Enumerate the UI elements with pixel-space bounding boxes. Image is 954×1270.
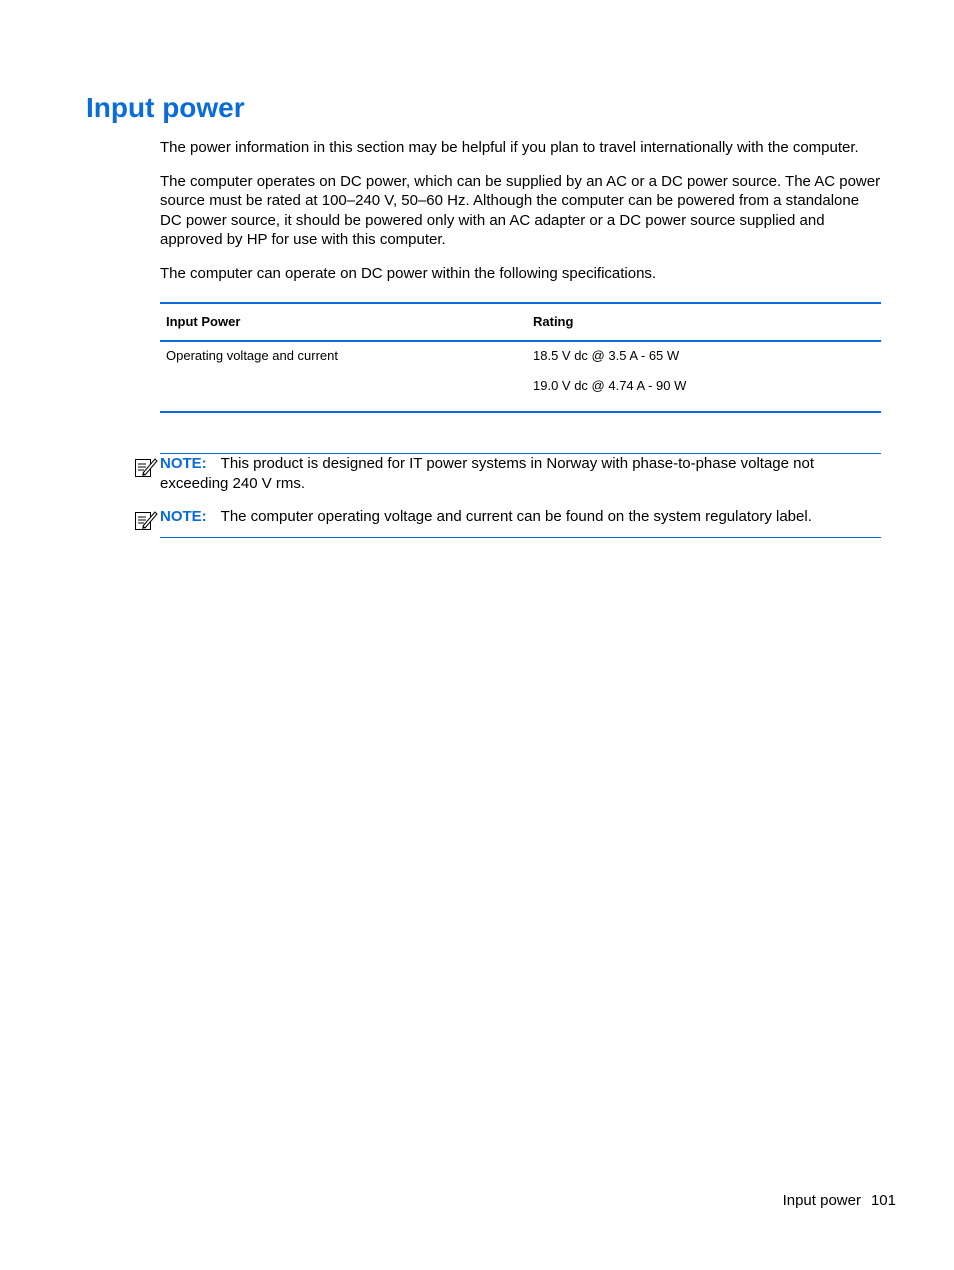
rating-value: 18.5 V dc @ 3.5 A - 65 W xyxy=(533,347,680,363)
input-label: Operating voltage and current xyxy=(166,347,338,363)
note-text: This product is designed for IT power systems in Norway with phase-to-phase voltage not exceeding 240 V rms. xyxy=(160,455,815,492)
table-cell-rating xyxy=(527,341,881,412)
note-text: The computer operating voltage and current can be found on the system regulatory label. xyxy=(220,508,812,525)
paragraph: The computer operates on DC power, which can be supplied by an AC or a DC power source. The AC power source must be rated at 100–240 V, 50–60 Hz. Although the computer can be powered from a standalone DC power source, it should be powered only with an AC adapter or a DC power source supplied and approved by HP for use with this computer. xyxy=(160,172,881,248)
paragraph: The computer can operate on DC power within the following specifications. xyxy=(160,264,657,282)
page-title: Input power xyxy=(86,92,245,123)
paragraph: The power information in this section may be helpful if you plan to travel internationally with the computer. xyxy=(160,139,859,156)
page-number: 101 xyxy=(870,1192,896,1209)
column-header-rating: Rating xyxy=(527,303,881,341)
body-content xyxy=(160,138,881,413)
column-header-input-power: Input Power xyxy=(160,303,527,341)
note xyxy=(160,454,881,493)
footer-section-title: Input power xyxy=(782,1192,861,1209)
page-footer xyxy=(783,1191,896,1211)
input-power-table xyxy=(160,302,881,413)
note xyxy=(160,507,881,527)
note-pencil-icon xyxy=(134,456,158,478)
note-label: NOTE: xyxy=(160,508,207,525)
table-header-row xyxy=(160,303,881,341)
table-row xyxy=(160,341,881,412)
rating-value: 19.0 V dc @ 4.74 A - 90 W xyxy=(533,377,687,393)
note-label: NOTE: xyxy=(160,455,207,472)
notes-box xyxy=(160,453,881,538)
table-cell-input xyxy=(160,341,527,412)
note-pencil-icon xyxy=(134,509,158,531)
